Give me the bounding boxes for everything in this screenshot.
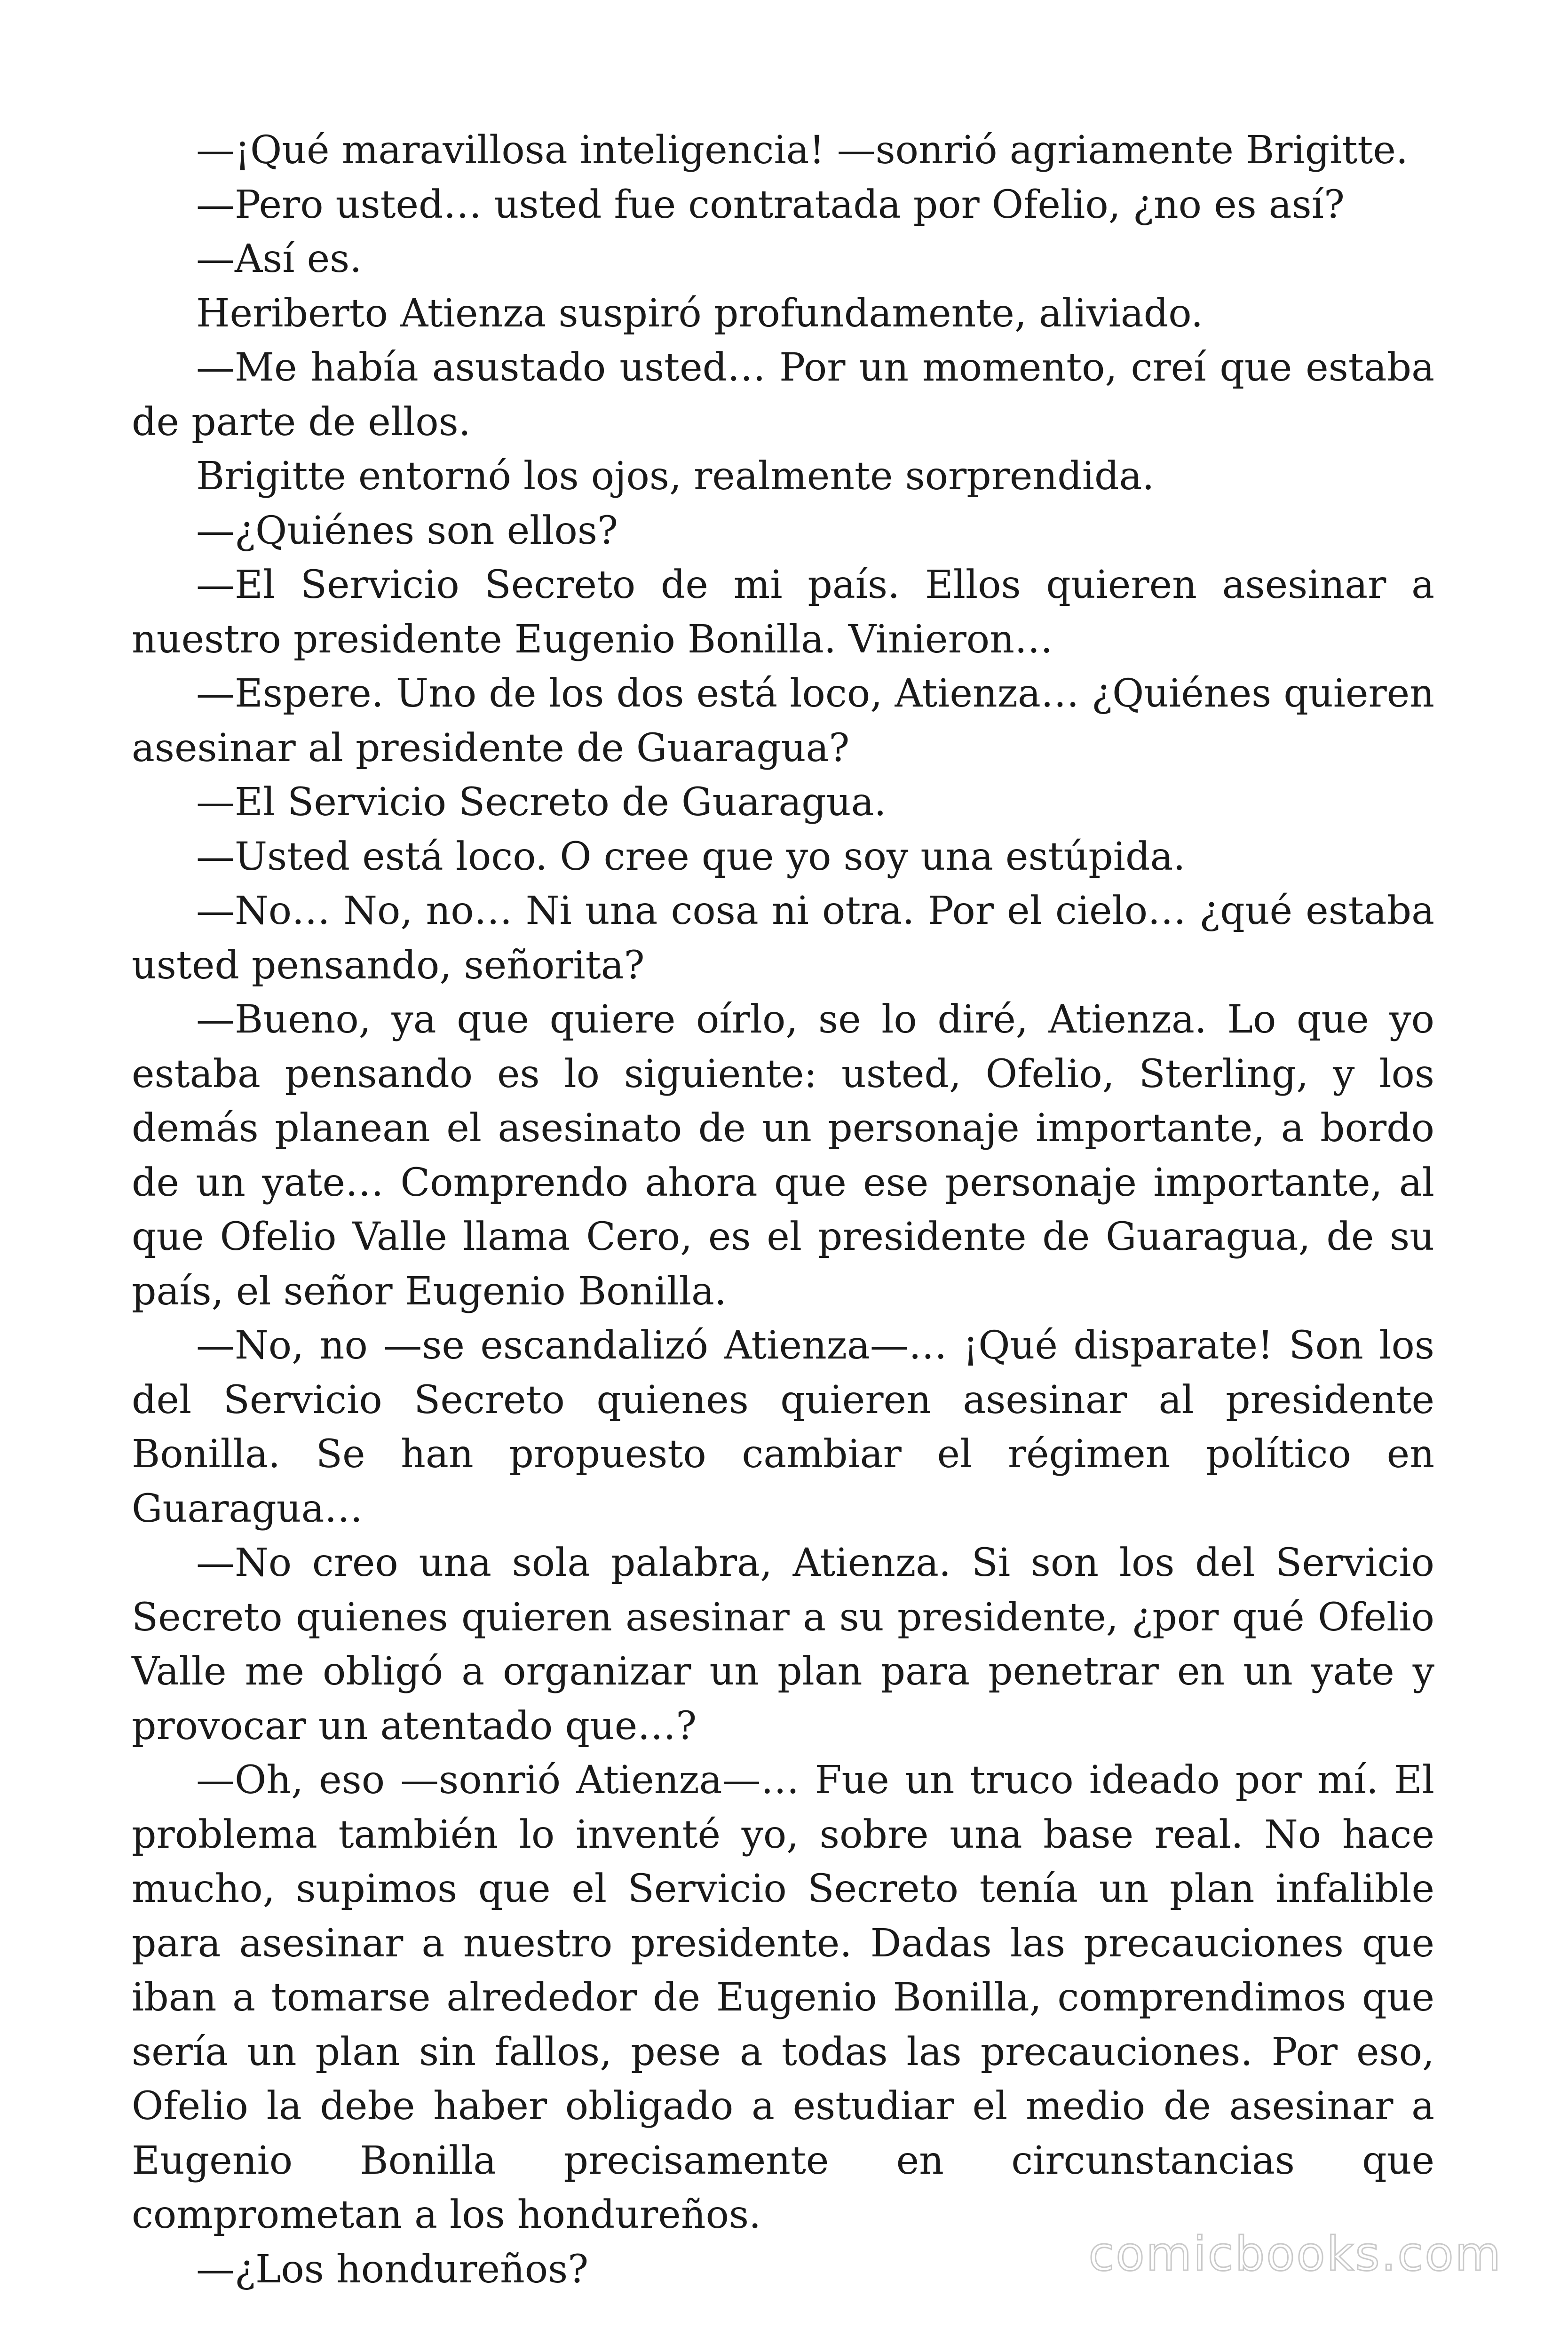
paragraph: —Usted está loco. O cree que yo soy una estúpida.	[196, 834, 1186, 879]
paragraph: —¿Quiénes son ellos?	[196, 508, 618, 553]
paragraph: Heriberto Atienza suspiró profundamente, aliviado.	[196, 291, 1204, 336]
paragraph: —Bueno, ya que quiere oírlo, se lo diré, Atienza. Lo que yo estaba pensando es lo siguiente: usted, Ofelio, Sterling, y los demás planean el asesinato de un personaje importante, a bordo de un yate… Comprendo ahora que ese personaje importante, al que Ofelio Valle llama Cero, es el presidente de Guaragua, de su país, el señor Eugenio Bonilla.	[132, 997, 1434, 1314]
paragraph: —El Servicio Secreto de mi país. Ellos quieren asesinar a nuestro presidente Eugenio Bonilla. Vinieron…	[132, 563, 1434, 662]
paragraph: —El Servicio Secreto de Guaragua.	[196, 780, 887, 825]
paragraph: —Así es.	[196, 237, 362, 281]
paragraph: —No creo una sola palabra, Atienza. Si son los del Servicio Secreto quienes quieren asesinar a su presidente, ¿por qué Ofelio Valle me obligó a organizar un plan para penetrar en un yate y provocar un atentado que…?	[132, 1541, 1434, 1748]
paragraph: —Pero usted… usted fue contratada por Ofelio, ¿no es así?	[196, 182, 1345, 227]
page-body	[132, 123, 1434, 2296]
paragraph: —No, no —se escandalizó Atienza—… ¡Qué disparate! Son los del Servicio Secreto quienes quieren asesinar al presidente Bonilla. Se han propuesto cambiar el régimen político en Guaragua…	[132, 1323, 1434, 1531]
paragraph: —¿Los hondureños?	[196, 2247, 589, 2292]
paragraph: —Oh, eso —sonrió Atienza—… Fue un truco ideado por mí. El problema también lo inventé yo, sobre una base real. No hace mucho, supimos que el Servicio Secreto tenía un plan infalible para asesinar a nuestro presidente. Dadas las precauciones que iban a tomarse alrededor de Eugenio Bonilla, comprendimos que sería un plan sin fallos, pese a todas las precauciones. Por eso, Ofelio la debe haber obligado a estudiar el medio de asesinar a Eugenio Bonilla precisamente en circunstancias que comprometan a los hondureños.	[132, 1758, 1434, 2237]
paragraph: —¡Qué maravillosa inteligencia! —sonrió agriamente Brigitte.	[196, 128, 1408, 173]
paragraph: —Espere. Uno de los dos está loco, Atienza… ¿Quiénes quieren asesinar al presidente de Guaragua?	[132, 671, 1434, 771]
watermark: comicbooks.com	[1088, 2226, 1502, 2281]
paragraph: —No… No, no… Ni una cosa ni otra. Por el cielo… ¿qué estaba usted pensando, señorita?	[132, 889, 1434, 988]
paragraph: —Me había asustado usted… Por un momento, creí que estaba de parte de ellos.	[132, 345, 1434, 445]
paragraph: Brigitte entornó los ojos, realmente sorprendida.	[196, 454, 1155, 499]
